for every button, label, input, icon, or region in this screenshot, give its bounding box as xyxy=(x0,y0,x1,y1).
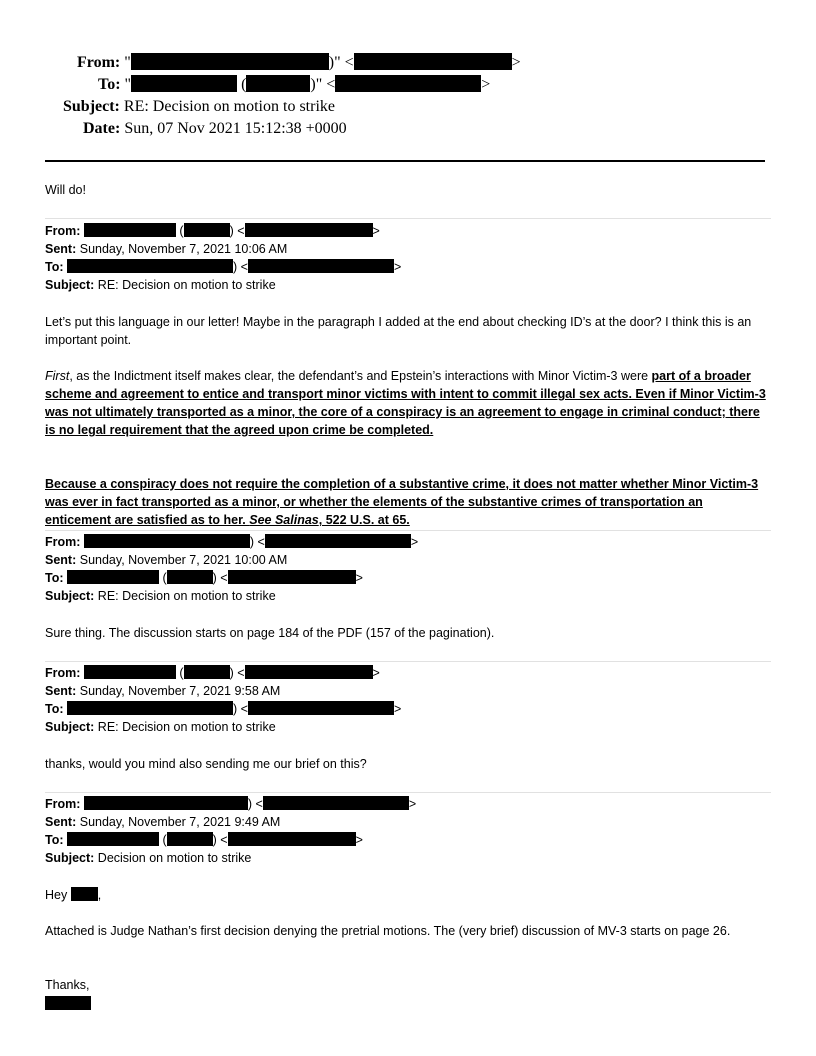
message-3-from: From: ( ) < > xyxy=(45,666,380,680)
redaction-block xyxy=(167,832,213,846)
message-1-quote-2: Because a conspiracy does not require the completion of a substantive crime, it does not matter whether Minor Victim-3 was ever in fact transported as a minor, or whether the elements of the substantive crimes of transportation an enticement are satisfied as to her. See Salinas, 522 U.S. at 65. xyxy=(45,477,759,527)
header-divider xyxy=(45,160,765,162)
header-to-line: To: " ( )" < > xyxy=(98,74,490,96)
redaction-block xyxy=(71,887,98,901)
redaction-block xyxy=(335,75,481,92)
message-2-sent: Sent: Sunday, November 7, 2021 10:00 AM xyxy=(45,553,288,567)
message-divider xyxy=(45,661,771,662)
message-2-subject: Subject: RE: Decision on motion to strike xyxy=(45,589,276,603)
redaction-block xyxy=(184,665,230,679)
message-4-to: To: ( ) < > xyxy=(45,833,363,847)
redaction-block xyxy=(131,53,329,70)
reply-text: Will do! xyxy=(45,183,86,197)
header-subject-line xyxy=(63,96,335,118)
redaction-block xyxy=(263,796,409,810)
message-4-greeting: Hey , xyxy=(45,888,102,902)
message-2-to: To: ( ) < > xyxy=(45,571,363,585)
message-2-from: From: ) < > xyxy=(45,535,419,549)
redaction-block xyxy=(228,570,356,584)
redaction-block xyxy=(84,665,176,679)
redaction-block xyxy=(245,665,373,679)
redaction-block xyxy=(248,701,394,715)
message-4-from: From: ) < > xyxy=(45,797,417,811)
message-3-subject: Subject: RE: Decision on motion to strike xyxy=(45,720,276,734)
redaction-block xyxy=(265,534,411,548)
redaction-block xyxy=(45,996,91,1010)
header-to-label: To: xyxy=(98,76,121,93)
message-4-closing: Thanks, xyxy=(45,978,90,992)
message-divider xyxy=(45,218,771,219)
message-3-sent: Sent: Sunday, November 7, 2021 9:58 AM xyxy=(45,684,281,698)
redaction-block xyxy=(67,832,159,846)
message-1-quote-1: First, as the Indictment itself makes clear, the defendant’s and Epstein’s interactions with Minor Victim-3 were part of a broader scheme and agreement to entice and transport minor victims with intent to commit illegal sex acts. Even if Minor Victim-3 was not ultimately transported as a minor, the core of a conspiracy is an agreement to engage in criminal conduct; there is no legal requirement that the agreed upon crime be completed. xyxy=(45,369,766,437)
redaction-block xyxy=(67,259,233,273)
redaction-block xyxy=(184,223,230,237)
message-4-subject: Subject: Decision on motion to strike xyxy=(45,851,252,865)
message-1-to: To: ) < > xyxy=(45,260,402,274)
message-3-body: thanks, would you mind also sending me our brief on this? xyxy=(45,757,367,771)
message-3-to: To: ) < > xyxy=(45,702,402,716)
message-1-from: From: ( ) < > xyxy=(45,224,380,238)
header-date-line xyxy=(83,118,347,140)
message-4-sent: Sent: Sunday, November 7, 2021 9:49 AM xyxy=(45,815,281,829)
message-2-body: Sure thing. The discussion starts on page 184 of the PDF (157 of the pagination). xyxy=(45,626,495,640)
message-4-body: Attached is Judge Nathan’s first decision denying the pretrial motions. The (very brief) discussion of MV-3 starts on page 26. xyxy=(45,924,731,938)
redaction-block xyxy=(228,832,356,846)
message-1-body: Let’s put this language in our letter! Maybe in the paragraph I added at the end about checking ID’s at the door? I think this is an important point. xyxy=(45,315,752,347)
redaction-block xyxy=(245,223,373,237)
redaction-block xyxy=(167,570,213,584)
header-from-label: From: xyxy=(77,54,121,71)
redaction-block xyxy=(354,53,512,70)
header-from-line: From: " )" < > xyxy=(77,52,521,74)
redaction-block xyxy=(246,75,310,92)
message-divider xyxy=(45,792,771,793)
message-1-sent: Sent: Sunday, November 7, 2021 10:06 AM xyxy=(45,242,288,256)
header-subject-value: RE: Decision on motion to strike xyxy=(123,98,335,115)
header-date-value: Sun, 07 Nov 2021 15:12:38 +0000 xyxy=(124,120,347,137)
message-divider xyxy=(45,530,771,531)
redaction-block xyxy=(67,701,233,715)
header-date-label: Date: xyxy=(83,120,121,137)
header-subject-label: Subject: xyxy=(63,98,120,115)
redaction-block xyxy=(84,534,250,548)
redaction-block xyxy=(248,259,394,273)
redaction-block xyxy=(84,796,248,810)
redaction-block xyxy=(131,75,237,92)
redaction-block xyxy=(67,570,159,584)
redaction-block xyxy=(84,223,176,237)
message-1-subject: Subject: RE: Decision on motion to strike xyxy=(45,278,276,292)
